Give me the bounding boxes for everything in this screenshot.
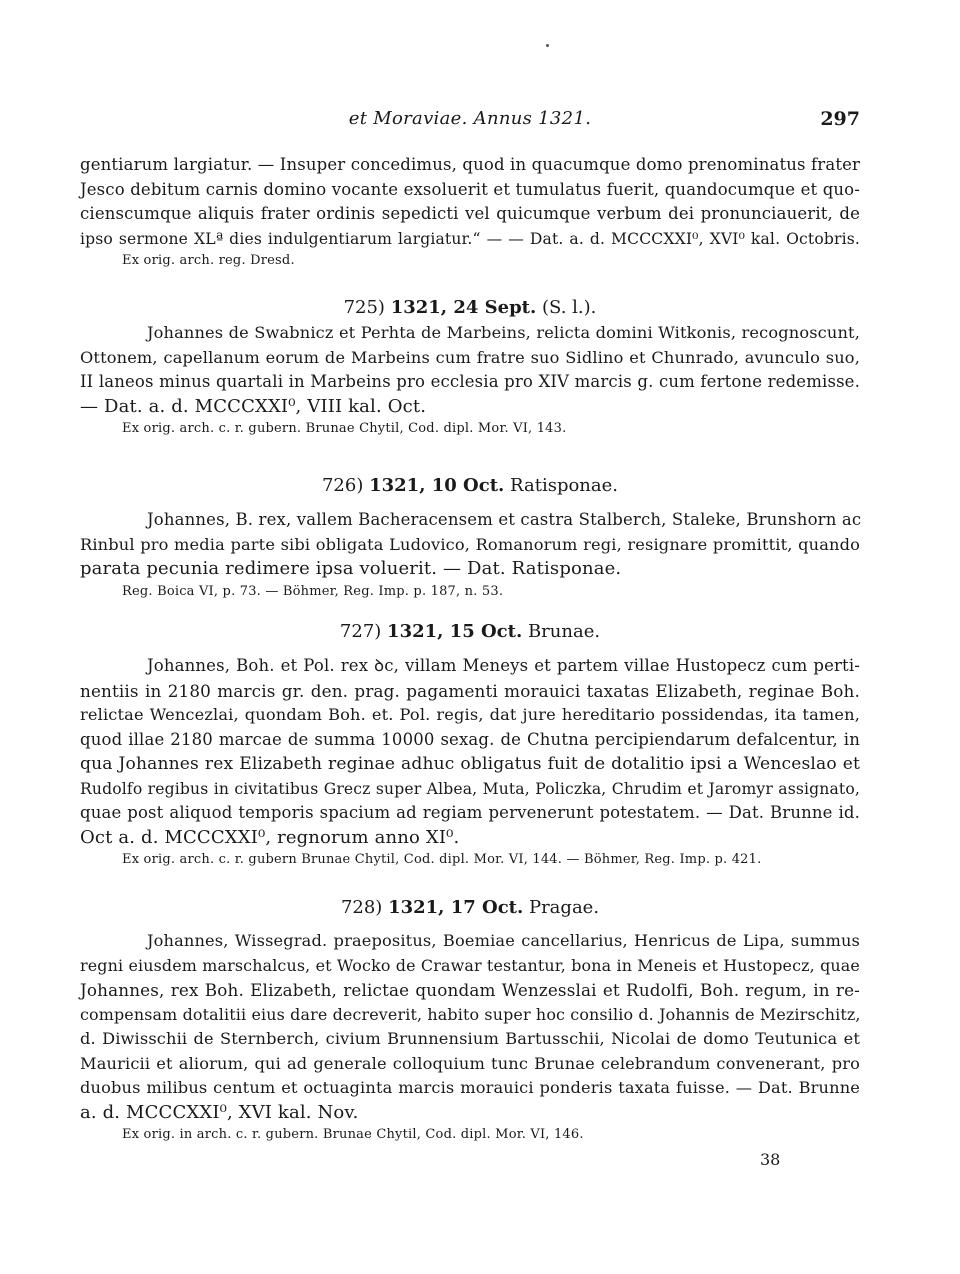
entry-body bbox=[80, 508, 860, 602]
text-line: Ottonem, capellanum eorum de Marbeins cum fratre suo Sidlino et Chunrado, avunculo suo, bbox=[80, 347, 860, 367]
source-note: Ex orig. arch. c. r. gubern Brunae Chytil, Cod. dipl. Mor. VI, 144. — Böhmer, Reg. Imp. p. 421. bbox=[122, 852, 762, 867]
text-line: cienscumque aliquis frater ordinis sepedicti vel quicumque verbum dei pronunciauerit, de bbox=[80, 204, 860, 223]
entry-number: 725) bbox=[343, 297, 385, 318]
source-note: Ex orig. arch. reg. Dresd. bbox=[122, 253, 295, 268]
text-line: Johannes, B. rex, vallem Bacheracensem et castra Stalberch, Staleke, Brunshorn ac bbox=[147, 510, 862, 529]
text-line: gentiarum largiatur. — Insuper concedimus, quod in quacumque domo prenominatus frater bbox=[80, 155, 861, 174]
running-title: et Moraviae. Annus 1321. bbox=[348, 108, 592, 129]
entry-heading bbox=[80, 896, 860, 920]
entry-number: 727) bbox=[339, 621, 382, 642]
entry-body bbox=[80, 929, 860, 1145]
entry-place: Pragae. bbox=[528, 897, 600, 918]
text-line: Rinbul pro media parte sibi obligata Ludovico, Romanorum regi, resignare promittit, quando bbox=[80, 534, 860, 554]
speck-mark bbox=[546, 44, 549, 47]
signature-mark: 38 bbox=[760, 1150, 781, 1169]
page-number: 297 bbox=[820, 108, 860, 130]
text-line: Johannes de Swabnicz et Perhta de Marbeins, relicta domini Witkonis, recognoscunt, bbox=[147, 323, 860, 342]
text-line: II laneos minus quartali in Marbeins pro ecclesia pro XIV marcis g. cum fertone redemisse. bbox=[80, 372, 860, 391]
text-line: Mauricii et aliorum, qui ad generale colloquium tunc Brunae celebrandum convenerant, pro bbox=[80, 1053, 860, 1073]
entry-place: (S. l.). bbox=[542, 297, 597, 318]
text-line: quae post aliquod temporis spacium ad regiam pervenerunt potestatem. — Dat. Brunne id. bbox=[80, 803, 860, 822]
text-line: Jesco debitum carnis domino vocante exsoluerit et tumulatus fuerit, quandocumque et quo- bbox=[80, 179, 860, 199]
source-note: Reg. Boica VI, p. 73. — Böhmer, Reg. Imp. p. 187, n. 53. bbox=[122, 583, 504, 599]
entry-date: 1321, 17 Oct. bbox=[388, 897, 524, 918]
text-line: ipso sermone XLª dies indulgentiarum largiatur.“ — — Dat. a. d. MCCCXXI⁰, XVI⁰ kal. Octobris. bbox=[80, 229, 860, 248]
text-line: regni eiusdem marschalcus, et Wocko de Crawar testantur, bona in Meneis et Hustopecz, quae bbox=[80, 955, 860, 975]
text-line: duobus milibus centum et octuaginta marcis morauici ponderis taxata fuisse. — Dat. Brunne bbox=[80, 1078, 860, 1097]
text-line: Johannes, rex Boh. Elizabeth, relictae quondam Wenzesslai et Rudolfi, Boh. regum, in re- bbox=[80, 980, 860, 1000]
entry-body bbox=[80, 654, 860, 870]
entry-date: 1321, 15 Oct. bbox=[387, 621, 523, 642]
text-line: — Dat. a. d. MCCCXXI⁰, VIII kal. Oct. bbox=[80, 395, 427, 417]
text-line: quod illae 2180 marcae de summa 10000 sexag. de Chutna percipiendarum defalcentur, in bbox=[80, 729, 860, 749]
text-line: Oct a. d. MCCCXXI⁰, regnorum anno XI⁰. bbox=[80, 826, 460, 848]
entry-date: 1321, 10 Oct. bbox=[369, 475, 505, 496]
source-note: Ex orig. arch. c. r. gubern. Brunae Chytil, Cod. dipl. Mor. VI, 143. bbox=[122, 421, 567, 436]
source-note: Ex orig. in arch. c. r. gubern. Brunae Chytil, Cod. dipl. Mor. VI, 146. bbox=[122, 1127, 584, 1142]
text-line: qua Johannes rex Elizabeth reginae adhuc obligatus fuit de dotalitio ipsi a Wenceslao et bbox=[80, 754, 860, 774]
entry-heading bbox=[80, 296, 860, 320]
entry-place: Brunae. bbox=[527, 621, 601, 642]
text-line: nentiis in 2180 marcis gr. den. prag. pagamenti morauici taxatas Elizabeth, reginae Boh. bbox=[80, 680, 860, 701]
entry-date: 1321, 24 Sept. bbox=[390, 297, 537, 318]
text-line: parata pecunia redimere ipsa voluerit. — Dat. Ratisponae. bbox=[80, 558, 622, 579]
text-line: Johannes, Boh. et Pol. rex ꝺc, villam Meneys et partem villae Hustopecz cum perti- bbox=[147, 656, 860, 675]
text-line: Rudolfo regibus in civitatibus Grecz super Albea, Muta, Policzka, Chrudim et Jaromyr assignato, bbox=[80, 779, 860, 798]
text-line: compensam dotalitii eius dare decreverit, habito super hoc consilio d. Johannis de Mezirschitz, bbox=[80, 1004, 861, 1024]
text-line: Johannes, Wissegrad. praepositus, Boemiae cancellarius, Henricus de Lipa, summus bbox=[147, 931, 860, 950]
entry-heading bbox=[80, 474, 860, 498]
text-line: d. Diwisschii de Sternberch, civium Brunnensium Bartusschii, Nicolai de domo Teutunica et bbox=[80, 1029, 860, 1048]
running-head bbox=[80, 108, 860, 138]
entry-place: Ratisponae. bbox=[510, 475, 618, 496]
continuation-text bbox=[80, 153, 860, 271]
entry-number: 728) bbox=[340, 897, 383, 918]
entry-body bbox=[80, 321, 860, 439]
text-line: a. d. MCCCXXI⁰, XVI kal. Nov. bbox=[80, 1101, 359, 1123]
entry-number: 726) bbox=[321, 475, 364, 496]
entry-heading bbox=[80, 620, 860, 644]
text-line: relictae Wencezlai, quondam Boh. et. Pol. regis, dat jure hereditario possidendas, ita tamen, bbox=[80, 705, 860, 724]
